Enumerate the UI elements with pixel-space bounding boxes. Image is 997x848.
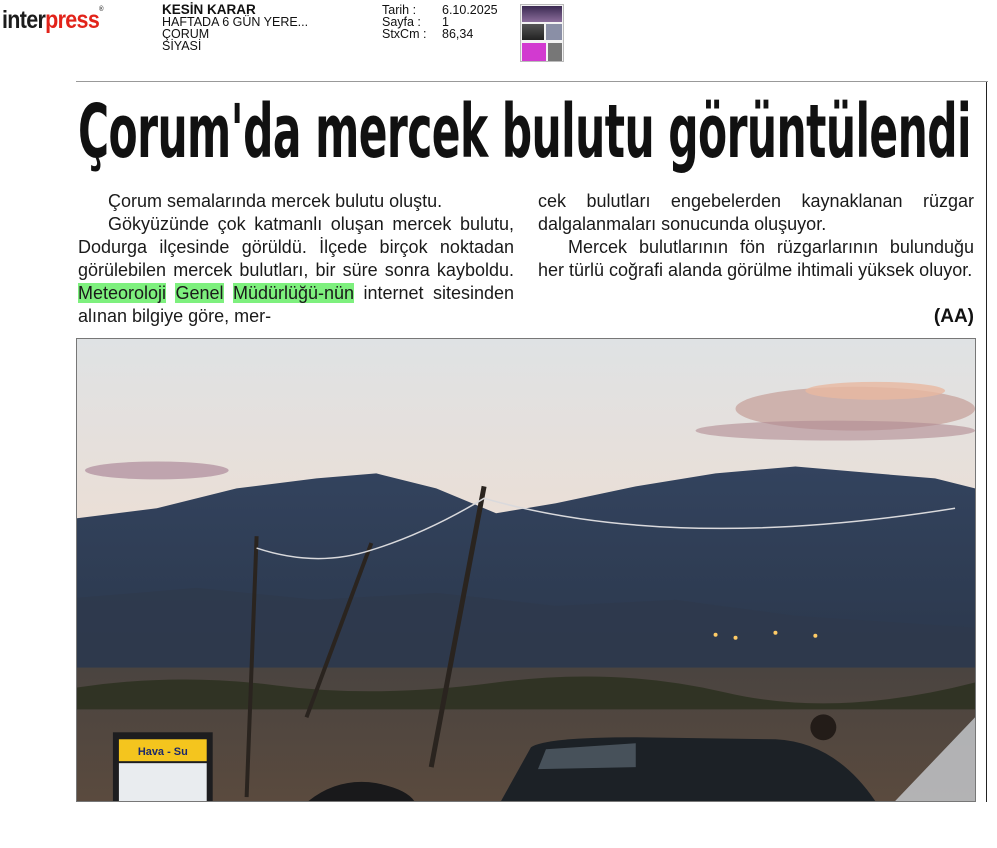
logo-text-inter: inter xyxy=(2,6,46,34)
highlighted-term: Müdürlüğü- xyxy=(232,283,325,303)
village-light xyxy=(773,631,777,635)
paragraph xyxy=(78,213,514,328)
paragraph-text: internet sitesinden alınan bilgiye göre, mer- xyxy=(78,283,514,326)
highlighted-term: Meteoroloji xyxy=(78,283,167,303)
lenticular-cloud xyxy=(696,421,975,441)
sign-panel-lower xyxy=(119,763,207,801)
person-silhouette xyxy=(810,714,836,740)
lenticular-cloud xyxy=(85,461,229,479)
article-column-left xyxy=(78,190,514,328)
village-light xyxy=(734,636,738,640)
headline-text: Çorum'da mercek bulutu görüntülendi xyxy=(78,89,971,175)
paragraph: cek bulutları engebelerden kaynaklanan rüzgar dalgalanmaları sonucunda oluşuyor. xyxy=(538,191,974,234)
lenticular-cloud xyxy=(805,382,945,400)
lenticular-cloud-photo xyxy=(77,339,975,801)
thumbnail-block xyxy=(522,24,544,40)
page-label: Sayfa : xyxy=(382,15,421,29)
stxcm-value: 86,34 xyxy=(442,27,474,41)
date-value: 6.10.2025 xyxy=(442,3,498,17)
highlighted-term: Genel xyxy=(175,283,224,303)
header-divider xyxy=(76,81,988,82)
page-thumbnail[interactable] xyxy=(520,4,564,62)
village-light xyxy=(813,634,817,638)
clipping-right-border xyxy=(986,82,987,802)
thumbnail-block xyxy=(522,6,562,22)
stxcm-row xyxy=(382,28,498,40)
stxcm-label: StxCm : xyxy=(382,27,427,41)
logo-text-press: press xyxy=(45,6,100,34)
clipping-meta xyxy=(382,4,498,40)
paragraph-text: Gökyüzünde çok katmanlı oluşan mercek bulutu, Dodurga ilçesinde görüldü. İlçede birçok noktadan görülebilen mercek bulutları, bir süre sonra kayboldu. xyxy=(78,214,514,280)
paragraph: Çorum semalarında mercek bulutu oluştu. xyxy=(108,191,443,211)
thumbnail-block xyxy=(546,24,562,40)
publication-city: ÇORUM xyxy=(162,27,210,41)
publication-info xyxy=(162,4,308,52)
thumbnail-block xyxy=(548,43,562,61)
article-photo xyxy=(76,338,976,802)
publication-frequency: HAFTADA 6 GÜN YERE... xyxy=(162,15,309,29)
logo-registered-mark: ® xyxy=(99,6,103,13)
village-light xyxy=(714,633,718,637)
paragraph: Mercek bulutlarının fön rüzgarlarının bulunduğu her türlü coğrafi alanda görülme ihtimali yüksek oluyor. xyxy=(538,237,974,280)
article-column-right xyxy=(538,190,974,282)
publication-section: SİYASİ xyxy=(162,39,202,53)
sign-text: Hava - Su xyxy=(137,746,188,759)
page-value: 1 xyxy=(442,15,449,29)
publication-name: KESİN KARAR xyxy=(162,2,256,17)
photo-credit: (AA) xyxy=(933,306,974,327)
date-label: Tarih : xyxy=(382,3,417,17)
article-headline xyxy=(78,90,978,176)
thumbnail-block xyxy=(522,43,546,61)
highlighted-term: nün xyxy=(324,283,355,303)
interpress-logo xyxy=(2,6,103,35)
